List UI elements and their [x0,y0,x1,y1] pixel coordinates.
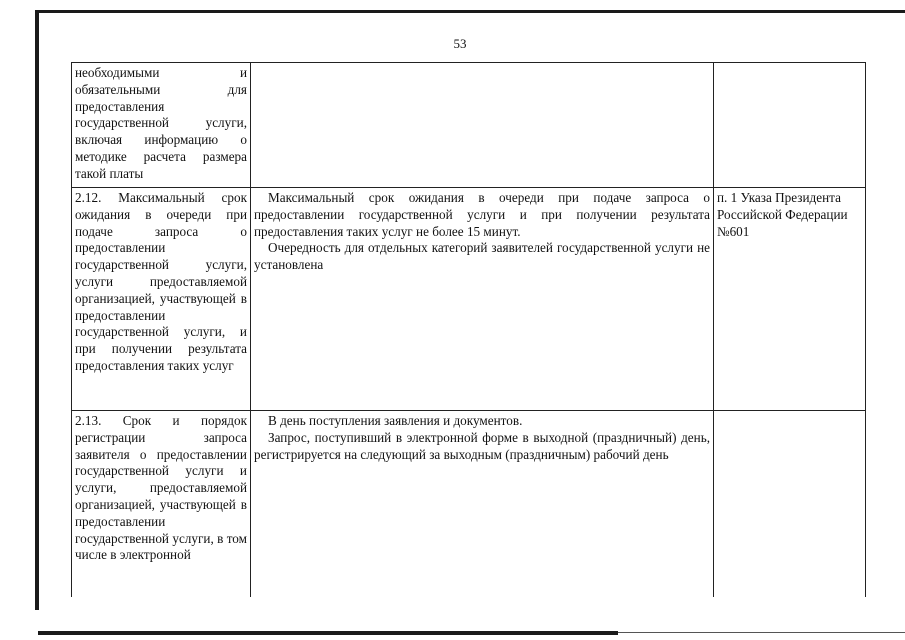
scan-border-bottom [38,631,618,635]
content-paragraph: Максимальный срок ожидания в очереди при подаче запроса о предоставлении государственной услуги и при получении результата предоставления таких услуг не более 15 минут. [254,190,710,239]
content-cell [251,63,714,188]
requirement-text: 2.13. Срок и порядок регистрации запроса заявителя о предоставлении государственной услуги и услуги, предоставляемой организацией, участвующей в предоставлении государственной услуги, в том числе в электронной [75,413,247,563]
scan-border-bottom-thin [618,632,905,633]
requirement-text: необходимыми и обязательными для предоставления государственной услуги, включая информацию о методике расчета размера такой платы [75,65,247,181]
legal-basis-cell [714,411,866,598]
content-paragraph: Очередность для отдельных категорий заявителей государственной услуги не установлена [254,240,710,273]
table-row [72,411,866,598]
scan-border-left [35,10,39,610]
requirement-cell [72,63,251,188]
content-paragraph: В день поступления заявления и документов. [268,413,523,428]
content-cell [251,411,714,598]
requirement-cell [72,411,251,598]
content-paragraph: Запрос, поступивший в электронной форме в выходной (праздничный) день, регистрируется на следующий за выходным (праздничным) рабочий день [254,429,710,462]
table-row [72,188,866,411]
page-number: 53 [453,36,467,51]
table-row [72,63,866,188]
requirement-cell [72,188,251,411]
regulation-table [71,62,866,597]
content-cell [251,188,714,411]
legal-basis-cell [714,188,866,411]
requirement-text: 2.12. Максимальный срок ожидания в очереди при подаче запроса о предоставлении государственной услуги, услуги предоставляемой организацией, участвующей в предоставлении государственной услуги, и при получении результата предоставления таких услуг [75,190,247,373]
legal-basis-cell [714,63,866,188]
scan-border-top [38,10,905,13]
legal-basis-text: п. 1 Указа Президента Российской Федерации №601 [717,190,848,239]
